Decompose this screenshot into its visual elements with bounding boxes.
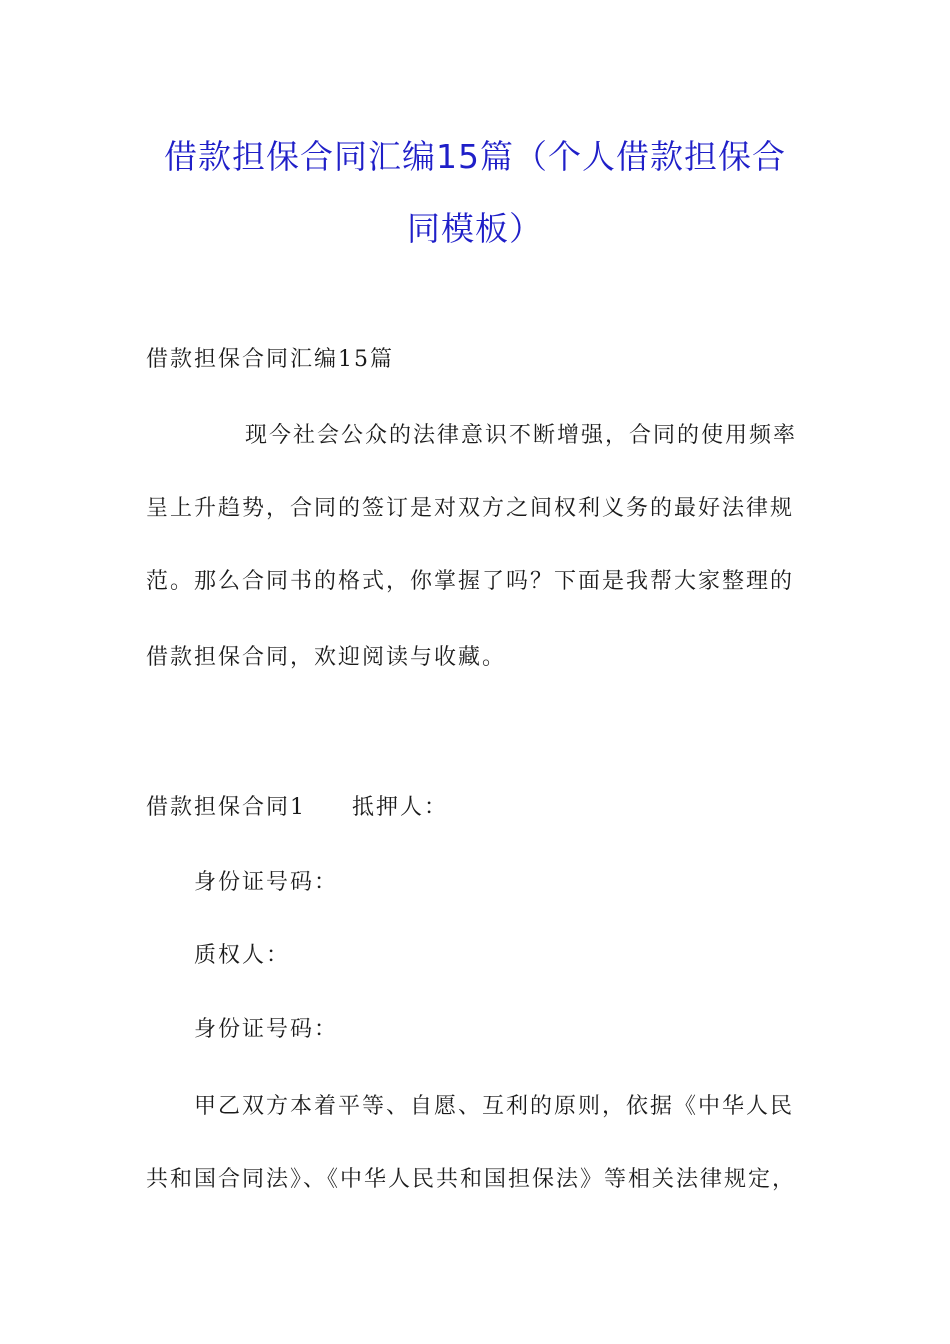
- id-number-field-2: 身份证号码：: [194, 1017, 339, 1042]
- intro-line-1: 现今社会公众的法律意识不断增强，合同的使用频率: [245, 423, 798, 448]
- id-number-field-1: 身份证号码：: [194, 870, 339, 895]
- intro-line-4: 借款担保合同，欢迎阅读与收藏。: [146, 645, 507, 670]
- pledgee-label: 质权人：: [194, 943, 291, 968]
- body-line-2: 共和国合同法》、《中华人民共和国担保法》等相关法律规定，: [146, 1167, 797, 1192]
- body-line-1: 甲乙双方本着平等、自愿、互利的原则，依据《中华人民: [194, 1094, 795, 1119]
- pledgor-label: 抵押人：: [352, 795, 449, 820]
- document-subtitle: 借款担保合同汇编15篇: [146, 347, 394, 372]
- contract-1-heading: 借款担保合同1: [146, 795, 306, 820]
- document-title-line-1: 借款担保合同汇编15篇（个人借款担保合: [164, 137, 786, 176]
- intro-line-2: 呈上升趋势，合同的签订是对双方之间权利义务的最好法律规: [146, 496, 795, 521]
- document-title-line-2: 同模板）: [407, 209, 543, 248]
- intro-line-3: 范。那么合同书的格式，你掌握了吗？下面是我帮大家整理的: [146, 569, 795, 594]
